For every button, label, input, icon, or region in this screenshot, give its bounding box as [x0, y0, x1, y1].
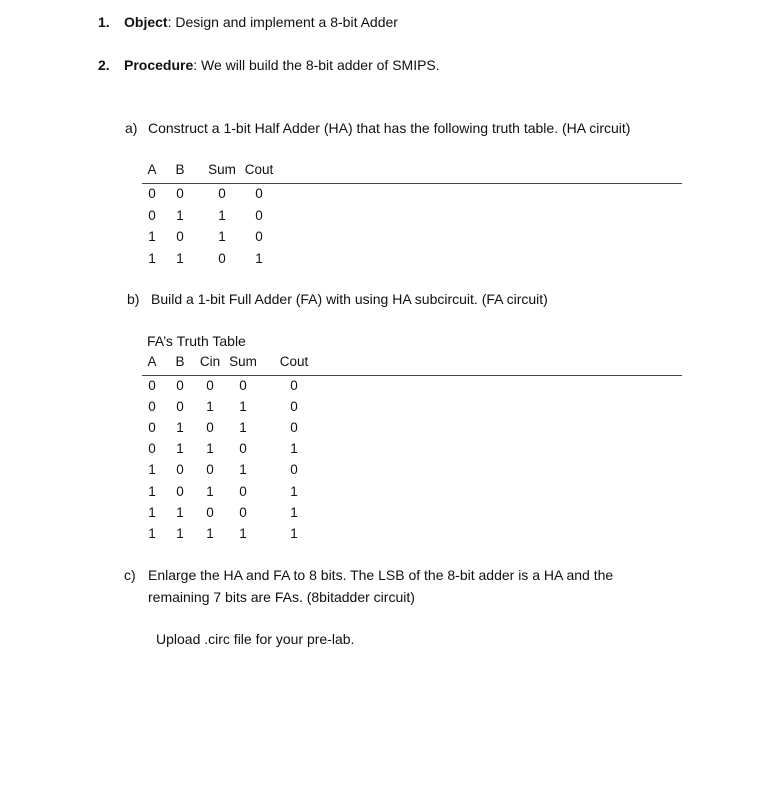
table-cell: 0 [148, 441, 156, 457]
procedure-description: : We will build the 8-bit adder of SMIPS. [193, 57, 440, 73]
table-cell: 1 [206, 441, 214, 457]
header-sum: Sum [208, 162, 236, 177]
header-cin: Cin [199, 354, 221, 369]
table-cell: 1 [290, 483, 298, 499]
table-cell: 1 [148, 229, 156, 244]
table-cell: 1 [148, 250, 156, 266]
table-cell: 0 [176, 483, 184, 499]
table-cell: 1 [239, 399, 247, 415]
table-cell: 0 [176, 462, 184, 478]
table-cell: 1 [290, 441, 298, 457]
part-c-marker: c) [124, 567, 136, 583]
table-cell: 0 [255, 186, 263, 201]
header-sum: Sum [229, 354, 257, 369]
part-c-line-1: Enlarge the HA and FA to 8 bits. The LSB of the 8-bit adder is a HA and the [148, 567, 614, 583]
table-cell: 0 [218, 250, 226, 266]
table-cell: 0 [239, 483, 247, 499]
object-label: Object [124, 14, 168, 30]
table-cell: 0 [148, 186, 156, 201]
part-b-marker: b) [127, 291, 140, 307]
part-c-line-2: remaining 7 bits are FAs. (8bitadder circuit) [148, 589, 415, 605]
table-cell: 0 [176, 399, 184, 415]
header-divider [142, 183, 682, 184]
item-1-number: 1. [98, 14, 110, 30]
table-cell: 0 [176, 186, 184, 201]
table-cell: 1 [239, 420, 247, 436]
table-cell: 0 [290, 399, 298, 415]
table-cell: 1 [148, 504, 156, 520]
table-cell: 0 [206, 378, 214, 393]
table-cell: 0 [148, 378, 156, 393]
part-b-text: Build a 1-bit Full Adder (FA) with using HA subcircuit. (FA circuit) [151, 291, 548, 307]
table-cell: 0 [239, 378, 247, 393]
table-cell: 1 [206, 483, 214, 499]
header-b: B [175, 162, 185, 177]
object-description: : Design and implement a 8-bit Adder [167, 14, 398, 30]
table-cell: 0 [290, 420, 298, 436]
header-cout: Cout [244, 162, 274, 177]
table-cell: 1 [176, 207, 184, 223]
table-cell: 1 [255, 250, 263, 266]
upload-note: Upload .circ file for your pre-lab. [156, 631, 355, 647]
table-cell: 1 [290, 504, 298, 520]
header-a: A [147, 354, 157, 369]
table-cell: 0 [176, 229, 184, 244]
table-cell: 1 [218, 229, 226, 244]
fa-table-caption: FA’s Truth Table [147, 333, 246, 349]
table-cell: 0 [206, 504, 214, 520]
header-a: A [147, 162, 157, 177]
table-cell: 1 [218, 207, 226, 223]
item-2-text [124, 57, 440, 73]
table-cell: 1 [148, 525, 156, 541]
table-cell: 1 [239, 462, 247, 478]
table-cell: 1 [239, 525, 247, 541]
table-cell: 0 [148, 399, 156, 415]
table-cell: 1 [148, 462, 156, 478]
part-a-text: Construct a 1-bit Half Adder (HA) that has the following truth table. (HA circuit) [148, 120, 631, 136]
table-cell: 0 [218, 186, 226, 201]
header-divider [142, 375, 682, 376]
table-cell: 0 [290, 462, 298, 478]
table-cell: 1 [176, 525, 184, 541]
table-cell: 1 [176, 504, 184, 520]
part-a-marker: a) [125, 120, 138, 136]
table-cell: 0 [255, 229, 263, 244]
item-2-number: 2. [98, 57, 110, 73]
table-cell: 0 [239, 441, 247, 457]
header-cout: Cout [279, 354, 309, 369]
table-cell: 1 [176, 441, 184, 457]
table-cell: 0 [290, 378, 298, 393]
table-cell: 0 [148, 207, 156, 223]
table-cell: 0 [176, 378, 184, 393]
item-1-text [124, 14, 398, 30]
header-b: B [175, 354, 185, 369]
table-cell: 1 [206, 525, 214, 541]
table-cell: 1 [176, 250, 184, 266]
table-cell: 0 [206, 420, 214, 436]
table-cell: 0 [239, 504, 247, 520]
table-cell: 0 [148, 420, 156, 436]
table-cell: 1 [290, 525, 298, 541]
table-cell: 1 [148, 483, 156, 499]
table-cell: 1 [176, 420, 184, 436]
procedure-label: Procedure [124, 57, 194, 73]
table-cell: 1 [206, 399, 214, 415]
table-cell: 0 [206, 462, 214, 478]
table-cell: 0 [255, 207, 263, 223]
